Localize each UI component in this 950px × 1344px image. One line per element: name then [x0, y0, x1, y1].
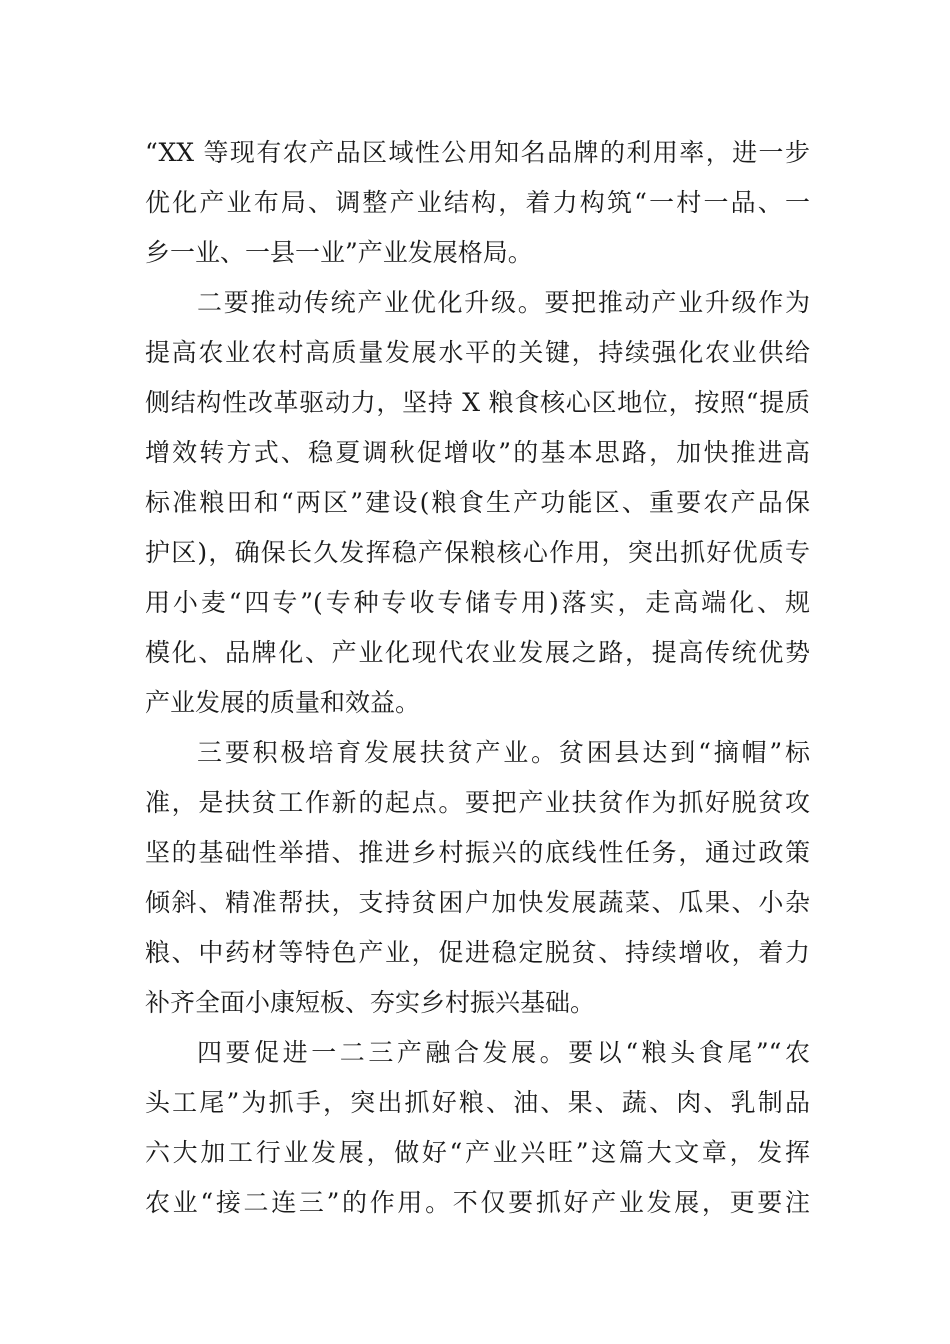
text-line: 模化、品牌化、产业化现代农业发展之路，提高传统优势	[145, 638, 810, 667]
text-line: 用小麦“四专”(专种专收专储专用)落实，走高端化、规	[145, 588, 810, 617]
text-line: 提高农业农村高质量发展水平的关键，持续强化农业供给	[145, 338, 810, 367]
text-line: 标准粮田和“两区”建设(粮食生产功能区、重要农产品保	[145, 488, 810, 517]
document-body	[145, 128, 810, 1228]
paragraph-industry-integration	[145, 1028, 810, 1228]
text-line: 护区)，确保长久发挥稳产保粮核心作用，突出抓好优质专	[145, 538, 810, 567]
text-line: 头工尾”为抓手，突出抓好粮、油、果、蔬、肉、乳制品	[145, 1088, 810, 1117]
text-line: 补齐全面小康短板、夯实乡村振兴基础。	[145, 988, 596, 1017]
text-line: 优化产业布局、调整产业结构，着力构筑“一村一品、一	[145, 188, 810, 217]
text-line: 产业发展的质量和效益。	[145, 688, 421, 717]
text-line: 乡一业、一县一业”产业发展格局。	[145, 238, 533, 267]
paragraph-poverty-industry	[145, 728, 810, 1028]
text-line: 坚的基础性举措、推进乡村振兴的底线性任务，通过政策	[145, 838, 810, 867]
text-line: “XX 等现有农产品区域性公用知名品牌的利用率，进一步	[145, 138, 810, 167]
text-line: 二要推动传统产业优化升级。要把推动产业升级作为	[197, 288, 810, 317]
text-line: 侧结构性改革驱动力，坚持 X 粮食核心区地位，按照“提质	[145, 388, 810, 417]
text-line: 四要促进一二三产融合发展。要以“粮头食尾”“农	[197, 1038, 810, 1067]
text-line: 增效转方式、稳夏调秋促增收”的基本思路，加快推进高	[145, 438, 810, 467]
text-line: 六大加工行业发展，做好“产业兴旺”这篇大文章，发挥	[145, 1138, 810, 1167]
text-line: 倾斜、精准帮扶，支持贫困户加快发展蔬菜、瓜果、小杂	[145, 888, 810, 917]
paragraph-continuation	[145, 128, 810, 278]
text-line: 三要积极培育发展扶贫产业。贫困县达到“摘帽”标	[197, 738, 810, 767]
text-line: 粮、中药材等特色产业，促进稳定脱贫、持续增收，着力	[145, 938, 810, 967]
text-line: 农业“接二连三”的作用。不仅要抓好产业发展，更要注	[145, 1188, 810, 1217]
text-line: 准，是扶贫工作新的起点。要把产业扶贫作为抓好脱贫攻	[145, 788, 810, 817]
paragraph-traditional-industry	[145, 278, 810, 728]
